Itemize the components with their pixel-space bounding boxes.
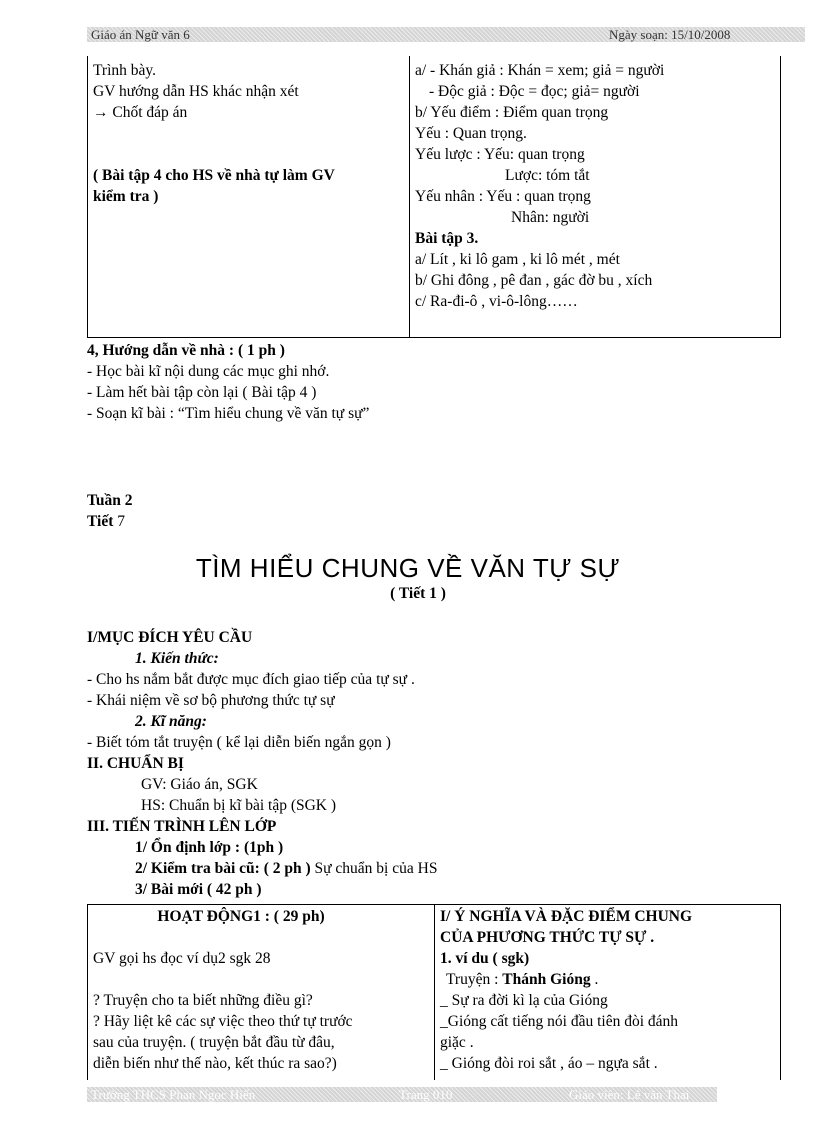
activity-right-line: giặc . (440, 1034, 474, 1051)
activity-right-line: _Gióng cất tiếng nói đầu tiên đòi đánh (440, 1013, 679, 1030)
story-name: Thánh Gióng (502, 971, 591, 988)
table1-right-line: Bài tập 3. (415, 230, 479, 247)
homework-item: - Học bài kĩ nội dung các mục ghi nhớ. (87, 363, 330, 380)
week-label: Tuần 2 (87, 492, 133, 509)
activity-left-line: diễn biến như thế nào, kết thúc ra sao?) (93, 1055, 337, 1072)
table1-left-line: ( Bài tập 4 cho HS về nhà tự làm GV (93, 167, 335, 184)
lesson-label: Tiết (87, 513, 114, 530)
story-label: Truyện : (446, 971, 503, 988)
process-step-3: 3/ Bài mới ( 42 ph ) (135, 881, 262, 898)
homework-item: - Soạn kĩ bài : “Tìm hiểu chung về văn tự sự” (87, 405, 370, 422)
section-heading-line2: CỦA PHƯƠNG THỨC TỰ SỰ . (440, 929, 655, 946)
activity-table-divider (434, 904, 435, 1080)
header-subject: Giáo án Ngữ văn 6 (91, 27, 190, 42)
table1-right-line: b/ Ghi đông , pê đan , gác đờ bu , xích (415, 272, 653, 289)
table1-left-line: → Chốt đáp án (93, 104, 188, 121)
process-step-2-text: Sự chuẩn bị của HS (310, 860, 438, 877)
preparation-heading: II. CHUẨN BỊ (87, 755, 184, 772)
lesson-plan-body (87, 627, 437, 900)
process-step-2-label: 2/ Kiểm tra bài cũ: ( 2 ph ) (135, 860, 311, 877)
table1-right-line: a/ Lít , ki lô gam , ki lô mét , mét (415, 251, 620, 268)
table1-right-line: Yếu lược : Yếu: quan trọng (415, 146, 585, 163)
homework-section (87, 340, 369, 424)
table1-right-line: - Độc giả : Độc = đọc; giả= người (429, 83, 640, 100)
week-info (87, 490, 133, 532)
activity-left-line: sau của truyện. ( truyện bắt đầu từ đâu, (93, 1034, 335, 1051)
table1-right-line: c/ Ra-đi-ô , vi-ô-lông…… (415, 293, 578, 310)
preparation-hs: HS: Chuẩn bị kĩ bài tập (SGK ) (141, 797, 337, 814)
table1-right-line: b/ Yếu điểm : Điểm quan trọng (415, 104, 609, 121)
preparation-gv: GV: Giáo án, SGK (141, 776, 258, 793)
page-header (87, 27, 805, 42)
header-date: Ngày soạn: 15/10/2008 (609, 27, 731, 42)
table1-right-line: a/ - Khán giả : Khán = xem; giả = người (415, 62, 665, 79)
lesson-title: TÌM HIỂU CHUNG VỀ VĂN TỰ SỰ (195, 553, 621, 583)
exercise-table-divider (409, 56, 410, 338)
activity-left-line: ? Truyện cho ta biết những điều gì? (93, 992, 313, 1009)
skill-item: - Biết tóm tắt truyện ( kể lại diễn biến ngắn gọn ) (87, 734, 391, 751)
process-step-1: 1/ Ổn định lớp : (1ph ) (135, 839, 284, 856)
table1-right-line: Yếu nhân : Yếu : quan trọng (415, 188, 591, 205)
activity-left-line: GV gọi hs đọc ví dụ2 sgk 28 (93, 950, 271, 967)
knowledge-label: 1. Kiến thức: (135, 650, 219, 667)
activity-right-line: _ Sự ra đời kì lạ của Gióng (440, 992, 608, 1009)
table1-right-line: Nhân: người (511, 209, 590, 226)
footer-page: Trang 010 (399, 1087, 453, 1102)
homework-item: - Làm hết bài tập còn lại ( Bài tập 4 ) (87, 384, 317, 401)
table1-right-line: Yếu : Quan trọng. (415, 125, 527, 142)
exercise-table-left (93, 60, 335, 207)
lesson-subtitle: ( Tiết 1 ) (390, 585, 446, 602)
activity-table-left (93, 906, 429, 1074)
footer-school: Trường THCS Phan Ngọc Hiển (91, 1087, 256, 1102)
exercise-table-right (415, 60, 664, 312)
table1-left-line: Trình bày. (93, 62, 157, 79)
story-end: . (590, 971, 599, 988)
footer-teacher: Giáo viên: Lê văn Thai (569, 1087, 690, 1102)
activity-table-right (440, 906, 774, 1074)
table1-left-line: GV hướng dẫn HS khác nhận xét (93, 83, 299, 100)
table1-left-line: kiểm tra ) (93, 188, 159, 205)
knowledge-item: - Khái niệm về sơ bộ phương thức tự sự (87, 692, 335, 709)
page-footer (87, 1087, 717, 1102)
skill-label: 2. Kĩ năng: (135, 713, 207, 730)
objectives-heading: I/MỤC ĐÍCH YÊU CẦU (87, 629, 253, 646)
activity-right-line: _ Gióng đòi roi sắt , áo – ngựa sắt . (440, 1055, 658, 1072)
lesson-number: 7 (117, 513, 126, 530)
homework-heading: 4, Hướng dẫn về nhà : ( 1 ph ) (87, 342, 285, 359)
section-heading-line1: I/ Ý NGHĨA VÀ ĐẶC ĐIỂM CHUNG (440, 908, 693, 925)
example-label: 1. ví du ( sgk) (440, 950, 530, 967)
table1-right-line: Lược: tóm tắt (505, 167, 590, 184)
activity-header: HOẠT ĐỘNG1 : ( 29 ph) (157, 908, 325, 925)
knowledge-item: - Cho hs nắm bắt được mục đích giao tiếp của tự sự . (87, 671, 415, 688)
activity-left-line: ? Hãy liệt kê các sự việc theo thứ tự trước (93, 1013, 353, 1030)
process-heading: III. TIẾN TRÌNH LÊN LỚP (87, 818, 277, 835)
